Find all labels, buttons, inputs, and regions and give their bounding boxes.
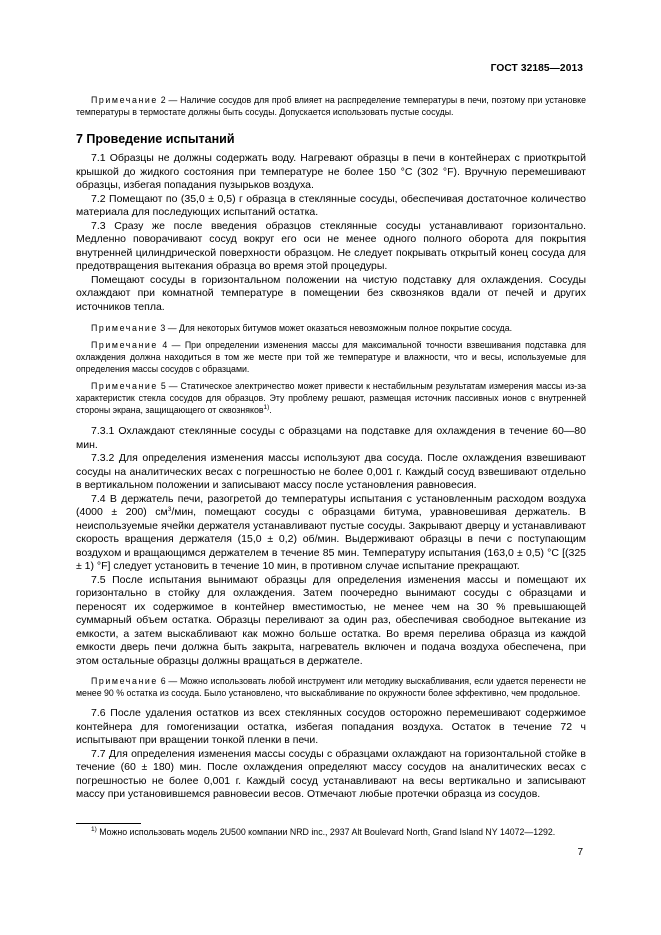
paragraph-7-3: 7.3 Сразу же после введения образцов стеклянные сосуды устанавливают горизонтально. Медленно поворачивают сосуд вокруг его оси не менее одного полного оборота для покрытия внутренней цилиндрической поверхности образцом. Не следует покрывать открытый конец сосуда для предотвращения вытекания образца во время этой процедуры. <box>76 219 586 272</box>
paragraph-7-5: 7.5 После испытания вынимают образцы для определения изменения массы и помещают их горизонтально в стойку для охлаждения. Затем поочередно вынимают сосуды с образцами и переносят их содержимое в контейнер вместимостью, не менее чем на 30 % превышающей суммарный объем остатка. Образцы переливают за один раз, обеспечивая свободное вытекание из емкости, а затем выскабливают как можно больше остатка. Во время перелива образца из каждой емкости дверь печи должна быть закрыта, нагреватель включен и подача воздуха обеспечена, при этом остальные образцы должны вращаться в держателе. <box>76 573 586 667</box>
note-end: . <box>269 405 272 415</box>
page-number: 7 <box>577 847 583 858</box>
paragraph-7-2: 7.2 Помещают по (35,0 ± 0,5) г образца в стеклянные сосуды, обеспечивая достаточное количество материала для последующих испытаний остатка. <box>76 192 586 218</box>
document-code-header: ГОСТ 32185—2013 <box>490 63 583 74</box>
superscript-3: 3 <box>167 506 172 513</box>
note-6 <box>76 675 586 699</box>
note-text: 3 — Для некоторых битумов может оказаться невозможным полное покрытие сосуда. <box>157 323 513 333</box>
paragraph-7-4-part-b: /мин, помещают сосуды с образцами битума, уравновешивая держатель. В неиспользуемые ячейки держателя устанавливают пустые сосуды. Закрывают дверцу и устанавливают скорость вращения держателя (15,0 ± 0,2) об/мин. Выдерживают образцы в печи с поступающим воздухом и вращающимся держателем в течение 85 мин. Температуру испытания (163,0 ± 0,5) °C [(325 ± 1) °F] следует установить в течение 10 мин, в противном случае испытание прекращают. <box>76 506 586 572</box>
paragraph-7-3-2: 7.3.2 Для определения изменения массы используют два сосуда. После охлаждения взвешивают сосуды на аналитических весах с погрешностью не более 0,001 г. Каждый сосуд взвешивают отдельно в вертикальном положении и записывают массу после установления равновесия. <box>76 452 586 491</box>
note-label: Примечание <box>91 323 158 333</box>
footnote-separator <box>76 823 141 824</box>
paragraph-7-4 <box>76 493 586 574</box>
paragraph-7-4-part-a: 7.4 В держатель печи, разогретой до температуры испытания с установленным расходом воздуха (4000 ± 200) см <box>76 492 586 518</box>
footnote-text: Можно использовать модель 2U500 компании NRD inc., 2937 Alt Boulevard North, Grand Island NY 14072—1292. <box>96 827 556 837</box>
paragraph-7-3-continued: Помещают сосуды в горизонтальном положении на чистую подставку для охлаждения. Сосуды охлаждают при комнатной температуре в помещении без сквозняков вдали от печей и других источников тепла. <box>76 273 586 313</box>
note-label: Примечание <box>91 95 158 105</box>
note-label: Примечание <box>91 676 158 686</box>
paragraph-7-3-1: 7.3.1 Охлаждают стеклянные сосуды с образцами на подставке для охлаждения в течение 60—80 мин. <box>76 425 586 451</box>
note-text: 2 — Наличие сосудов для проб влияет на распределение температуры в печи, поэтому при установке температуры в термостате должны быть сосуды. Допускается использовать пустые сосуды. <box>76 95 586 117</box>
footnote <box>76 826 586 838</box>
note-3 <box>76 322 586 334</box>
paragraph-7-1: 7.1 Образцы не должны содержать воду. Нагревают образцы в печи в контейнерах с приоткрытой крышкой до жидкого состояния при температуре не более 150 °C (302 °F). Вручную перемешивают образцы, избегая попадания пузырьков воздуха. <box>76 152 586 191</box>
footnote-mark: 1) <box>91 826 97 833</box>
paragraph-7-7: 7.7 Для определения изменения массы сосуды с образцами охлаждают на горизонтальной стойке в течение (60 ± 180) мин. После охлаждения определяют массу сосудов на аналитических весах с погрешностью не более 0,001 г. Каждый сосуд устанавливают на весы вертикально и записывают массу при установившемся равновесии весов. Отмечают любые протечки образца из сосудов. <box>76 747 586 800</box>
note-text: 6 — Можно использовать любой инструмент или методику выскабливания, если удается перенести не менее 90 % остатка из сосуда. Было установлено, что выскабливание по окружности более эффективно, чем продольное. <box>76 676 586 698</box>
note-label: Примечание <box>91 381 158 391</box>
note-label: Примечание <box>91 340 158 350</box>
section-title: 7 Проведение испытаний <box>76 132 235 146</box>
note-text: 4 — При определении изменения массы для максимальной точности взвешивания подставка для охлаждения должна находиться в том же месте при той же температуре и влажности, что и весы, используемые для определения массы сосудов с образцами. <box>76 340 586 374</box>
note-5 <box>76 380 586 416</box>
note-text: 5 — Статическое электричество может привести к нестабильным результатам измерения массы из-за характеристик стекла сосудов для образцов. Эту проблему решают, размещая источник пассивных ионов с внутренней стороны экрана, защищающего от сквозняков <box>76 381 586 415</box>
note-4 <box>76 339 586 375</box>
paragraph-7-6: 7.6 После удаления остатков из всех стеклянных сосудов осторожно перемешивают содержимое контейнера для гомогенизации остатка, избегая попадания воздуха. Остаток в течение 72 ч испытывают при вращении тонкой пленки в печи. <box>76 707 586 746</box>
footnote-reference: 1) <box>263 404 270 411</box>
page-body <box>76 90 586 802</box>
note-2 <box>76 94 586 118</box>
